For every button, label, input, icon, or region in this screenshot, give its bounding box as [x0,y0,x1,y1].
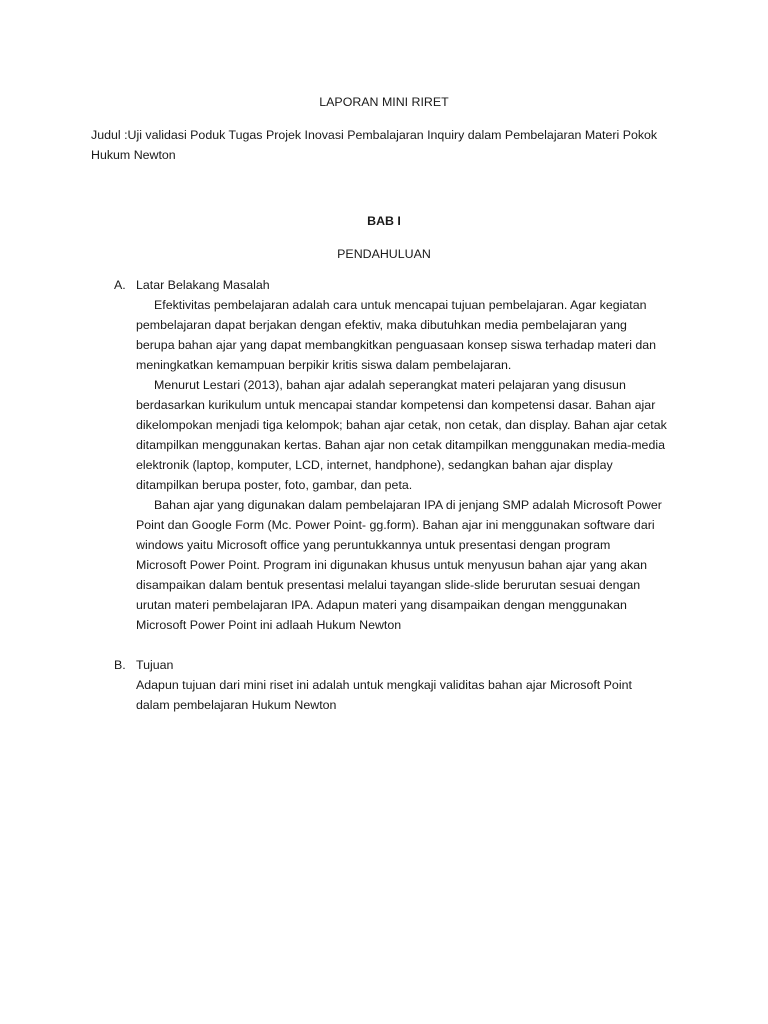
paragraph-line: elektronik (laptop, komputer, LCD, internet, handphone), sedangkan bahan ajar display [136,458,613,472]
paragraph-line: Point dan Google Form (Mc. Power Point- gg.form). Bahan ajar ini menggunakan software dari [136,518,655,532]
paragraph-line: Efektivitas pembelajaran adalah cara untuk mencapai tujuan pembelajaran. Agar kegiatan [154,298,647,312]
paragraph-line: Menurut Lestari (2013), bahan ajar adalah seperangkat materi pelajaran yang disusun [154,378,626,392]
section-a-marker: A. [114,278,126,292]
paragraph-line: dalam pembelajaran Hukum Newton [136,698,337,712]
paragraph-line: dikelompokan menjadi tiga kelompok; bahan ajar cetak, non cetak, dan display. Bahan ajar cetak [136,418,667,432]
paragraph-line: Bahan ajar yang digunakan dalam pembelajaran IPA di jenjang SMP adalah Microsoft Power [154,498,662,512]
paragraph-line: disampaikan dalam bentuk presentasi melalui tayangan slide-slide berurutan sesuai dengan [136,578,641,592]
judul-line-1: Judul :Uji validasi Poduk Tugas Projek Inovasi Pembalajaran Inquiry dalam Pembelajaran Materi Pokok [91,128,658,142]
paragraph-line: Microsoft Power Point ini adlaah Hukum Newton [136,618,402,632]
paragraph-line: pembelajaran dapat berjakan dengan efektiv, maka dibutuhkan media pembelajaran yang [136,318,627,332]
document-title: LAPORAN MINI RIRET [319,95,449,109]
paragraph-line: ditampilkan berupa poster, foto, gambar, dan peta. [136,478,413,492]
paragraph-line: windows yaitu Microsoft office yang peruntukkannya untuk presentasi dengan program [136,538,611,552]
section-b-marker: B. [114,658,126,672]
chapter-title: PENDAHULUAN [337,247,431,261]
paragraph-line: ditampilkan menggunakan kertas. Bahan ajar non cetak ditampilkan menggunakan media-media [136,438,665,452]
paragraph-line: Adapun tujuan dari mini riset ini adalah untuk mengkaji validitas bahan ajar Microsoft Point [136,678,632,692]
paragraph-line: berdasarkan kurikulum untuk mencapai standar kompetensi dan kompetensi dasar. Bahan ajar [136,398,656,412]
paragraph-line: Microsoft Power Point. Program ini digunakan khusus untuk menyusun bahan ajar yang akan [136,558,648,572]
chapter-label: BAB I [367,214,401,228]
paragraph-line: urutan materi pembelajaran IPA. Adapun materi yang disampaikan dengan menggunakan [136,598,627,612]
section-b-heading: Tujuan [136,658,174,672]
paragraph-line: meningkatkan kemampuan berpikir kritis siswa dalam pembelajaran. [136,358,512,372]
judul-line-2: Hukum Newton [91,148,176,162]
paragraph-line: berupa bahan ajar yang dapat membangkitkan penguasaan konsep siswa terhadap materi dan [136,338,657,352]
section-a-heading: Latar Belakang Masalah [136,278,270,292]
